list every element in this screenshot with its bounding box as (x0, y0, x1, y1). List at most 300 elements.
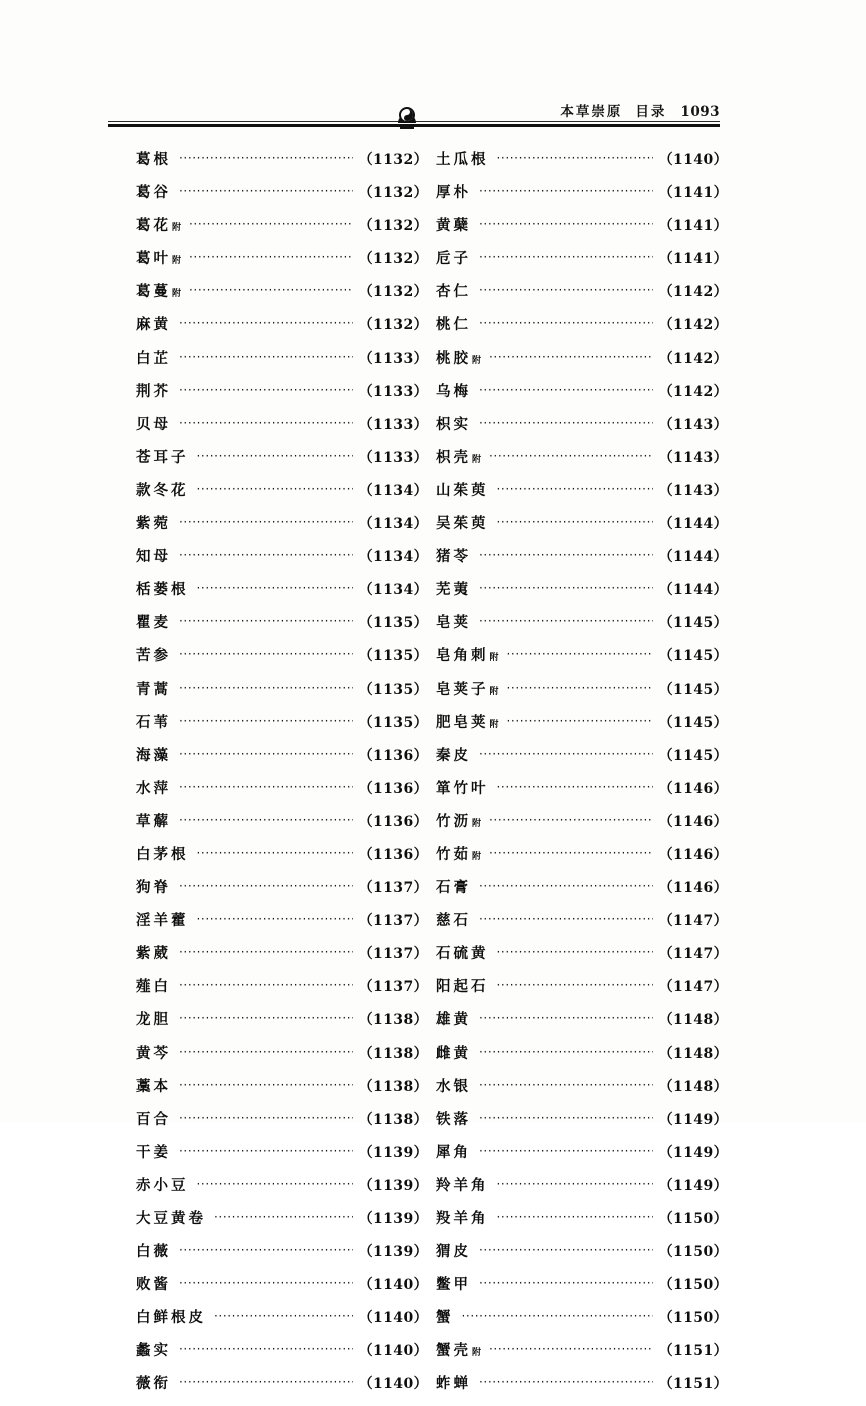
toc-entry-name: 枳壳附 (436, 449, 482, 466)
toc-entry-page-number: （1148） (658, 1012, 728, 1029)
toc-entry[interactable] (136, 413, 428, 446)
toc-entry-name: 白芷 (136, 350, 171, 367)
toc-entry-page-number: （1136） (358, 846, 428, 863)
toc-entry-page-number: （1145） (658, 648, 728, 665)
toc-entry[interactable] (136, 313, 428, 346)
toc-entry[interactable] (136, 678, 428, 711)
toc-dot-leader (179, 415, 353, 429)
toc-entry-name: 猬皮 (436, 1244, 471, 1261)
toc-dot-leader (179, 812, 353, 826)
toc-entry-page-number: （1132） (358, 152, 428, 168)
toc-entry-page-number: （1141） (658, 218, 728, 235)
toc-entry[interactable] (436, 313, 728, 346)
toc-dot-leader (179, 1275, 353, 1289)
toc-entry[interactable] (136, 1108, 428, 1141)
toc-entry[interactable] (436, 148, 728, 181)
toc-entry-page-number: （1148） (658, 1078, 728, 1095)
toc-dot-leader (179, 547, 353, 561)
toc-dot-leader (179, 514, 353, 528)
toc-entry[interactable] (436, 512, 728, 545)
toc-entry-name: 狗脊 (136, 880, 171, 897)
toc-dot-leader (179, 1341, 353, 1355)
toc-entry-page-number: （1135） (358, 681, 428, 698)
toc-entry[interactable] (136, 975, 428, 1008)
toc-entry-page-number: （1149） (658, 1111, 728, 1128)
toc-entry-name: 淫羊藿 (136, 913, 189, 930)
toc-entry-page-number: （1149） (658, 1177, 728, 1194)
toc-dot-leader (479, 249, 653, 263)
toc-entry-page-number: （1142） (658, 284, 728, 301)
toc-entry-page-number: （1140） (358, 1376, 428, 1393)
toc-entry[interactable] (436, 1240, 728, 1273)
toc-entry-page-number: （1134） (358, 582, 428, 599)
toc-entry-page-number: （1132） (358, 185, 428, 202)
toc-entry-name: 瞿麦 (136, 615, 171, 632)
toc-entry-page-number: （1138） (358, 1045, 428, 1062)
toc-entry-page-number: （1143） (658, 482, 728, 499)
toc-entry[interactable] (136, 181, 428, 214)
toc-entry-page-number: （1139） (358, 1211, 428, 1227)
toc-entry-name: 薤白 (136, 979, 171, 996)
toc-entry-name: 黄芩 (136, 1045, 171, 1062)
toc-entry-appendix-marker: 附 (489, 686, 499, 697)
toc-entry-name: 知母 (136, 549, 171, 566)
toc-dot-leader (197, 448, 353, 462)
toc-entry[interactable] (436, 1108, 728, 1141)
toc-dot-leader (197, 580, 353, 594)
toc-entry-page-number: （1137） (358, 880, 428, 897)
toc-entry-name: 枳实 (436, 416, 471, 433)
toc-entry-name: 竹茹附 (436, 846, 482, 863)
toc-dot-leader (479, 216, 653, 230)
toc-entry-page-number: （1150） (658, 1211, 728, 1227)
toc-dot-leader (197, 481, 353, 495)
toc-entry-name: 薇衔 (136, 1376, 171, 1393)
toc-column-right (436, 148, 728, 1406)
toc-dot-leader (179, 315, 353, 329)
toc-dot-leader (179, 779, 353, 793)
toc-entry[interactable] (136, 909, 428, 942)
toc-entry-name: 猪苓 (436, 549, 471, 566)
toc-dot-leader (479, 746, 653, 760)
toc-entry-page-number: （1133） (358, 449, 428, 466)
toc-entry-name: 皂荚子附 (436, 681, 499, 698)
toc-entry[interactable] (136, 446, 428, 479)
toc-entry-page-number: （1146） (658, 880, 728, 897)
toc-entry-page-number: （1138） (358, 1111, 428, 1128)
toc-entry[interactable] (436, 479, 728, 512)
section-label: 目录 (635, 104, 667, 120)
toc-entry-name: 竹沥附 (436, 813, 482, 830)
toc-entry-name: 箪竹叶 (436, 780, 489, 797)
toc-entry[interactable] (136, 1339, 428, 1372)
toc-entry[interactable] (436, 1339, 728, 1372)
toc-entry-page-number: （1140） (358, 1310, 428, 1327)
toc-entry[interactable] (436, 1075, 728, 1108)
toc-entry[interactable] (436, 1372, 728, 1405)
toc-dot-leader (479, 1275, 653, 1289)
toc-entry[interactable] (436, 711, 728, 744)
toc-entry[interactable] (136, 1273, 428, 1306)
toc-entry-page-number: （1147） (658, 979, 728, 996)
toc-entry[interactable] (436, 611, 728, 644)
toc-entry-name: 石苇 (136, 714, 171, 731)
toc-entry[interactable] (436, 280, 728, 313)
toc-dot-leader (197, 1176, 353, 1190)
toc-entry-page-number: （1146） (658, 780, 728, 797)
toc-entry-name: 紫菀 (136, 516, 171, 533)
toc-entry[interactable] (136, 843, 428, 876)
toc-entry-page-number: （1132） (358, 317, 428, 334)
toc-entry-name: 雄黄 (436, 1012, 471, 1029)
toc-entry-name: 干姜 (136, 1144, 171, 1161)
toc-entry[interactable] (136, 744, 428, 777)
toc-dot-leader (179, 977, 353, 991)
toc-entry-page-number: （1138） (358, 1012, 428, 1029)
toc-dot-leader (179, 183, 353, 197)
toc-dot-leader (479, 580, 653, 594)
toc-dot-leader (507, 713, 653, 727)
toc-entry-name: 乌梅 (436, 383, 471, 400)
toc-entry[interactable] (436, 1306, 728, 1339)
toc-entry[interactable] (436, 1141, 728, 1174)
publisher-emblem-icon (393, 102, 421, 130)
toc-dot-leader (479, 1044, 653, 1058)
toc-dot-leader (497, 1176, 653, 1190)
toc-entry[interactable] (436, 545, 728, 578)
toc-entry-name: 苍耳子 (136, 449, 189, 466)
toc-entry-page-number: （1135） (358, 714, 428, 731)
toc-entry-name: 水萍 (136, 780, 171, 797)
toc-entry-name: 款冬花 (136, 482, 189, 499)
toc-entry-appendix-marker: 附 (472, 818, 482, 829)
toc-entry-name: 羖羊角 (436, 1211, 489, 1227)
toc-entry-appendix-marker: 附 (472, 1348, 482, 1359)
toc-entry-name: 黄蘖 (436, 218, 471, 235)
toc-entry-name: 苦参 (136, 648, 171, 665)
toc-entry[interactable] (136, 810, 428, 843)
toc-entry-name: 葛蔓附 (136, 284, 182, 301)
toc-dot-leader (179, 150, 353, 164)
toc-dot-leader (497, 514, 653, 528)
toc-dot-leader (179, 1143, 353, 1157)
toc-dot-leader (489, 845, 653, 859)
toc-entry-page-number: （1151） (658, 1376, 728, 1393)
toc-entry-appendix-marker: 附 (172, 223, 182, 234)
toc-entry[interactable] (136, 1141, 428, 1174)
toc-entry-name: 白薇 (136, 1244, 171, 1261)
toc-entry-name: 草薢 (136, 813, 171, 830)
toc-dot-leader (497, 150, 653, 164)
toc-entry-appendix-marker: 附 (472, 454, 482, 465)
toc-dot-leader (479, 282, 653, 296)
toc-entry[interactable] (436, 347, 728, 380)
toc-entry-page-number: （1143） (658, 416, 728, 433)
toc-entry-page-number: （1150） (658, 1310, 728, 1327)
toc-entry-name: 蚱蝉 (436, 1376, 471, 1393)
toc-entry[interactable] (136, 876, 428, 909)
toc-entry-name: 卮子 (436, 251, 471, 268)
toc-entry-page-number: （1132） (358, 251, 428, 268)
toc-entry[interactable] (436, 413, 728, 446)
toc-entry-name: 葛根 (136, 152, 171, 168)
toc-dot-leader (179, 680, 353, 694)
toc-entry-page-number: （1140） (658, 152, 728, 168)
toc-dot-leader (179, 382, 353, 396)
toc-dot-leader (214, 1209, 353, 1223)
toc-entry[interactable] (436, 1174, 728, 1207)
toc-dot-leader (189, 282, 353, 296)
toc-entry-page-number: （1151） (658, 1343, 728, 1360)
toc-entry[interactable] (436, 578, 728, 611)
toc-entry[interactable] (436, 1042, 728, 1075)
toc-entry-name: 慈石 (436, 913, 471, 930)
toc-entry-appendix-marker: 附 (489, 653, 499, 664)
toc-entry-name: 葛叶附 (136, 251, 182, 268)
toc-entry-page-number: （1147） (658, 946, 728, 963)
toc-entry-page-number: （1145） (658, 615, 728, 632)
toc-entry-page-number: （1145） (658, 681, 728, 698)
toc-entry[interactable] (436, 909, 728, 942)
toc-entry[interactable] (436, 942, 728, 975)
toc-entry-page-number: （1149） (658, 1144, 728, 1161)
toc-entry[interactable] (136, 380, 428, 413)
toc-entry-name: 海藻 (136, 747, 171, 764)
toc-entry[interactable] (436, 446, 728, 479)
toc-entry-name: 藁本 (136, 1078, 171, 1095)
toc-entry[interactable] (136, 611, 428, 644)
toc-dot-leader (479, 547, 653, 561)
toc-dot-leader (507, 646, 653, 660)
toc-entry-page-number: （1138） (358, 1078, 428, 1095)
toc-entry-name: 败酱 (136, 1277, 171, 1294)
toc-dot-leader (489, 812, 653, 826)
toc-entry-page-number: （1134） (358, 516, 428, 533)
toc-entry[interactable] (436, 214, 728, 247)
toc-dot-leader (179, 1374, 353, 1388)
toc-entry-name: 紫葳 (136, 946, 171, 963)
toc-entry[interactable] (436, 1008, 728, 1041)
toc-dot-leader (479, 878, 653, 892)
toc-entry-name: 雌黄 (436, 1045, 471, 1062)
toc-entry-name: 厚朴 (436, 185, 471, 202)
toc-entry-name: 水银 (436, 1078, 471, 1095)
toc-dot-leader (479, 1010, 653, 1024)
toc-dot-leader (489, 349, 653, 363)
toc-entry[interactable] (136, 578, 428, 611)
toc-entry-page-number: （1136） (358, 780, 428, 797)
toc-entry[interactable] (136, 644, 428, 677)
toc-entry[interactable] (136, 347, 428, 380)
toc-entry-page-number: （1143） (658, 449, 728, 466)
toc-entry[interactable] (136, 1207, 428, 1240)
toc-entry-name: 山茱萸 (436, 482, 489, 499)
toc-dot-leader (497, 1209, 653, 1223)
toc-entry-name: 栝蒌根 (136, 582, 189, 599)
toc-entry-appendix-marker: 附 (172, 289, 182, 300)
toc-entry-page-number: （1135） (358, 648, 428, 665)
toc-entry-name: 阳起石 (436, 979, 489, 996)
toc-entry[interactable] (436, 644, 728, 677)
toc-entry-page-number: （1140） (358, 1343, 428, 1360)
toc-dot-leader (189, 249, 353, 263)
toc-entry-page-number: （1142） (658, 317, 728, 334)
toc-entry[interactable] (136, 1042, 428, 1075)
toc-entry[interactable] (136, 1174, 428, 1207)
toc-column-left (136, 148, 428, 1406)
toc-entry-page-number: （1134） (358, 549, 428, 566)
toc-entry-name: 肥皂荚附 (436, 714, 499, 731)
toc-dot-leader (189, 216, 353, 230)
toc-entry-name: 白茅根 (136, 846, 189, 863)
page-folio-number: 1093 (680, 104, 720, 120)
toc-entry[interactable] (136, 545, 428, 578)
toc-entry-page-number: （1140） (358, 1277, 428, 1294)
toc-entry-name: 吴茱萸 (436, 516, 489, 533)
toc-entry[interactable] (436, 975, 728, 1008)
toc-entry-page-number: （1139） (358, 1144, 428, 1161)
toc-dot-leader (479, 911, 653, 925)
toc-entry-name: 石膏 (436, 880, 471, 897)
toc-entry[interactable] (136, 1075, 428, 1108)
toc-dot-leader (479, 1374, 653, 1388)
toc-entry-page-number: （1141） (658, 251, 728, 268)
toc-entry-page-number: （1135） (358, 615, 428, 632)
toc-entry[interactable] (436, 777, 728, 810)
toc-entry-name: 贝母 (136, 416, 171, 433)
toc-entry-name: 白鲜根皮 (136, 1310, 206, 1327)
toc-entry[interactable] (436, 1273, 728, 1306)
toc-entry[interactable] (136, 942, 428, 975)
toc-entry[interactable] (136, 280, 428, 313)
toc-entry-page-number: （1139） (358, 1177, 428, 1194)
toc-entry[interactable] (436, 380, 728, 413)
toc-entry-appendix-marker: 附 (489, 719, 499, 730)
toc-dot-leader (179, 613, 353, 627)
toc-dot-leader (179, 746, 353, 760)
toc-entry[interactable] (436, 1207, 728, 1240)
toc-entry-page-number: （1144） (658, 549, 728, 566)
toc-entry-page-number: （1150） (658, 1277, 728, 1294)
toc-entry[interactable] (136, 1240, 428, 1273)
toc-entry[interactable] (136, 512, 428, 545)
toc-entry[interactable] (436, 810, 728, 843)
toc-dot-leader (479, 1143, 653, 1157)
toc-entry-name: 石硫黄 (436, 946, 489, 963)
toc-entry[interactable] (436, 247, 728, 280)
toc-entry-name: 葛花附 (136, 218, 182, 235)
toc-entry-page-number: （1132） (358, 284, 428, 301)
toc-entry-page-number: （1136） (358, 813, 428, 830)
toc-entry[interactable] (136, 247, 428, 280)
toc-dot-leader (462, 1308, 653, 1322)
toc-entry-page-number: （1141） (658, 185, 728, 202)
toc-dot-leader (179, 646, 353, 660)
toc-dot-leader (497, 944, 653, 958)
toc-entry-name: 蟹壳附 (436, 1343, 482, 1360)
toc-entry-name: 桃仁 (436, 317, 471, 334)
toc-entry-page-number: （1148） (658, 1045, 728, 1062)
toc-dot-leader (479, 1242, 653, 1256)
toc-entry-page-number: （1145） (658, 747, 728, 764)
toc-dot-leader (214, 1308, 353, 1322)
toc-entry-page-number: （1146） (658, 846, 728, 863)
toc-entry[interactable] (436, 181, 728, 214)
toc-entry[interactable] (136, 1306, 428, 1339)
toc-entry-page-number: （1133） (358, 383, 428, 400)
page-header (108, 100, 720, 134)
toc-entry[interactable] (136, 214, 428, 247)
toc-entry[interactable] (436, 843, 728, 876)
toc-dot-leader (479, 1077, 653, 1091)
toc-entry[interactable] (136, 777, 428, 810)
toc-entry-name: 铁落 (436, 1111, 471, 1128)
toc-entry[interactable] (136, 148, 428, 181)
book-title: 本草崇原 (560, 104, 623, 120)
toc-entry-name: 赤小豆 (136, 1177, 189, 1194)
toc-entry[interactable] (136, 1008, 428, 1041)
toc-dot-leader (479, 382, 653, 396)
toc-entry-page-number: （1147） (658, 913, 728, 930)
toc-entry-page-number: （1145） (658, 714, 728, 731)
toc-entry-name: 秦皮 (436, 747, 471, 764)
toc-entry-name: 羚羊角 (436, 1177, 489, 1194)
toc-entry-page-number: （1142） (658, 350, 728, 367)
toc-entry-name: 杏仁 (436, 284, 471, 301)
toc-entry-name: 犀角 (436, 1144, 471, 1161)
toc-dot-leader (497, 977, 653, 991)
toc-entry-page-number: （1134） (358, 482, 428, 499)
toc-dot-leader (179, 1010, 353, 1024)
toc-entry-page-number: （1146） (658, 813, 728, 830)
toc-dot-leader (179, 349, 353, 363)
toc-entry[interactable] (436, 678, 728, 711)
toc-dot-leader (479, 613, 653, 627)
toc-dot-leader (497, 779, 653, 793)
toc-dot-leader (197, 845, 353, 859)
toc-entry-name: 大豆黄卷 (136, 1211, 206, 1227)
toc-entry[interactable] (136, 1372, 428, 1405)
toc-dot-leader (497, 481, 653, 495)
toc-dot-leader (179, 713, 353, 727)
toc-entry-name: 蠡实 (136, 1343, 171, 1360)
toc-entry-appendix-marker: 附 (472, 851, 482, 862)
toc-dot-leader (507, 680, 653, 694)
toc-entry-page-number: （1133） (358, 416, 428, 433)
toc-entry[interactable] (436, 744, 728, 777)
toc-entry[interactable] (436, 876, 728, 909)
toc-entry-page-number: （1137） (358, 946, 428, 963)
toc-dot-leader (479, 315, 653, 329)
toc-entry[interactable] (136, 711, 428, 744)
toc-dot-leader (179, 1077, 353, 1091)
toc-entry-name: 芜荑 (436, 582, 471, 599)
toc-entry-name: 蟹 (436, 1310, 454, 1327)
toc-entry-appendix-marker: 附 (172, 256, 182, 267)
toc-entry-name: 皂荚 (436, 615, 471, 632)
toc-entry-page-number: （1139） (358, 1244, 428, 1261)
toc-entry[interactable] (136, 479, 428, 512)
toc-entry-page-number: （1132） (358, 218, 428, 235)
toc-dot-leader (479, 183, 653, 197)
toc-entry-page-number: （1142） (658, 383, 728, 400)
toc-dot-leader (489, 1341, 653, 1355)
toc-entry-name: 百合 (136, 1111, 171, 1128)
toc-entry-name: 荆芥 (136, 383, 171, 400)
toc-entry-name: 桃胶附 (436, 350, 482, 367)
toc-dot-leader (479, 415, 653, 429)
toc-entry-name: 皂角刺附 (436, 648, 499, 665)
